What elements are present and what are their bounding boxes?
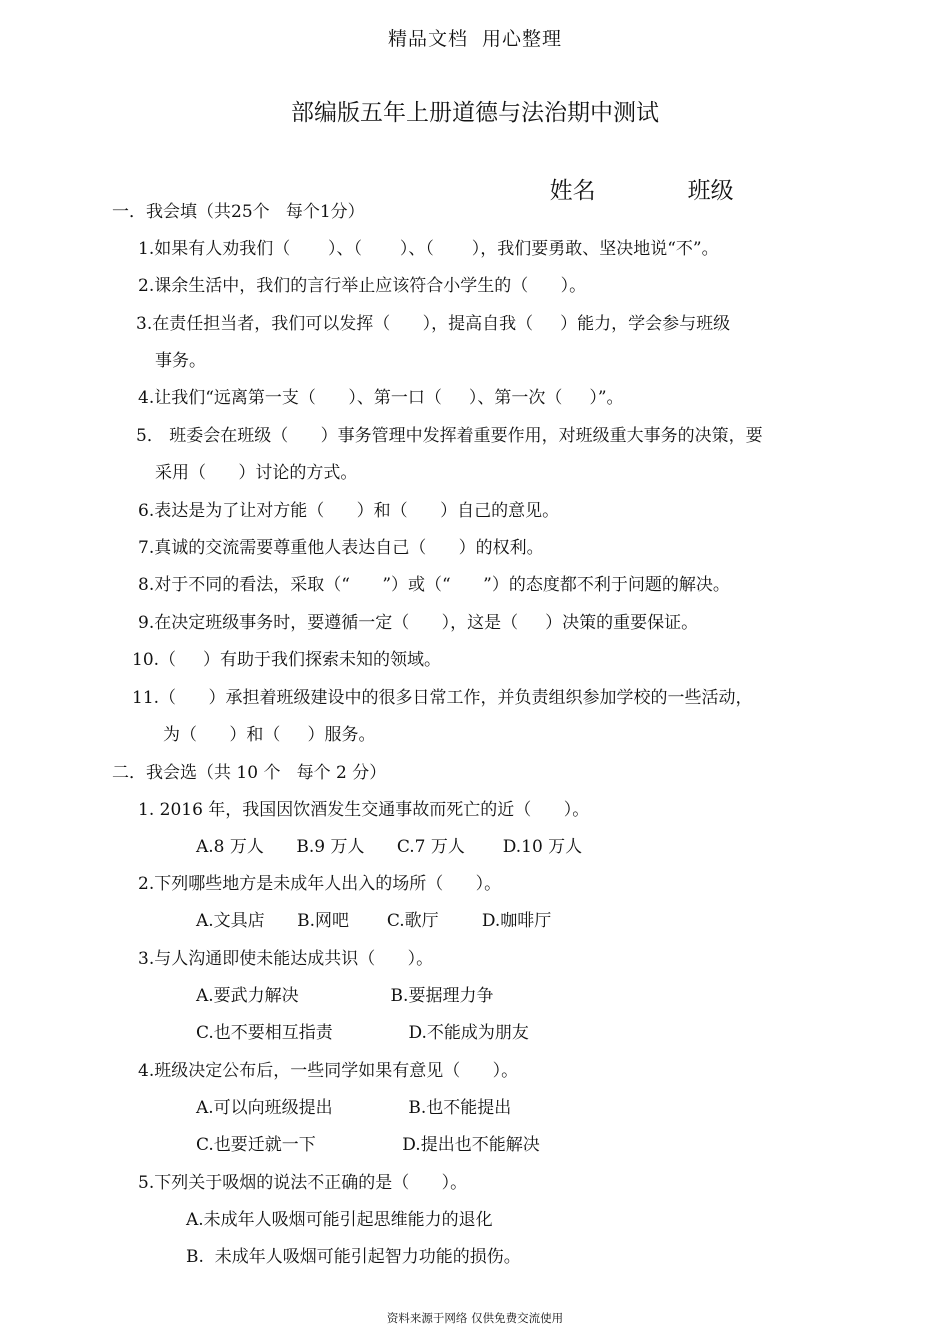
choice-question-5: 5.下列关于吸烟的说法不正确的是（ ）。 xyxy=(138,1173,468,1193)
choice-question-5-option-a: A.未成年人吸烟可能引起思维能力的退化 xyxy=(186,1210,493,1230)
choice-question-1: 1. 2016 年，我国因饮酒发生交通事故而死亡的近（ ）。 xyxy=(138,800,590,820)
fill-question-3-cont: 事务。 xyxy=(155,351,206,371)
fill-question-4: 4.让我们“远离第一支（ ）、第一口（ ）、第一次（ ）”。 xyxy=(138,388,624,408)
choice-question-5-option-b: B. 未成年人吸烟可能引起智力功能的损伤。 xyxy=(186,1247,521,1267)
choice-question-3-options-cd: C.也不要相互指责 D.不能成为朋友 xyxy=(196,1023,529,1043)
page-header: 精品文档 用心整理 xyxy=(387,28,563,50)
page-footer: 资料来源于网络 仅供免费交流使用 xyxy=(386,1311,564,1325)
choice-question-3: 3.与人沟通即使未能达成共识（ ）。 xyxy=(138,949,434,969)
fill-question-10: 10.（ ）有助于我们探索未知的领域。 xyxy=(132,650,442,670)
choice-question-2: 2.下列哪些地方是未成年人出入的场所（ ）。 xyxy=(138,874,502,894)
name-class-row xyxy=(535,146,734,205)
choice-question-2-options: A.文具店 B.网吧 C.歌厅 D.咖啡厅 xyxy=(196,911,552,931)
name-label: 姓名 xyxy=(549,178,596,204)
choice-question-1-options: A.8 万人 B.9 万人 C.7 万人 D.10 万人 xyxy=(196,837,583,857)
fill-question-9: 9.在决定班级事务时，要遵循一定（ ），这是（ ）决策的重要保证。 xyxy=(138,613,699,633)
choice-question-3-options-ab: A.要武力解决 B.要据理力争 xyxy=(196,986,494,1006)
choice-question-4-options-ab: A.可以向班级提出 B.也不能提出 xyxy=(196,1098,512,1118)
fill-question-3: 3.在责任担当者，我们可以发挥（ ），提高自我（ ）能力，学会参与班级 xyxy=(136,314,731,334)
fill-question-1: 1.如果有人劝我们（ ）、（ ）、（ ），我们要勇敢、坚决地说“不”。 xyxy=(138,239,719,259)
fill-question-5: 5． 班委会在班级（ ）事务管理中发挥着重要作用，对班级重大事务的决策，要 xyxy=(136,426,763,446)
fill-question-11-cont: 为（ ）和（ ）服务。 xyxy=(163,725,376,745)
section2-heading: 二．我会选（共 10 个 每个 2 分） xyxy=(112,763,387,783)
exam-title: 部编版五年上册道德与法治期中测试 xyxy=(291,100,659,126)
section1-heading: 一．我会填（共25个 每个1分） xyxy=(112,202,365,222)
fill-question-2: 2.课余生活中，我们的言行举止应该符合小学生的（ ）。 xyxy=(138,276,587,296)
class-label: 班级 xyxy=(687,178,734,204)
fill-question-11: 11.（ ）承担着班级建设中的很多日常工作，并负责组织参加学校的一些活动， xyxy=(132,688,753,708)
fill-question-8: 8.对于不同的看法，采取（“ ”）或（“ ”）的态度都不利于问题的解决。 xyxy=(138,575,730,595)
fill-question-5-cont: 采用（ ）讨论的方式。 xyxy=(155,463,358,483)
choice-question-4-options-cd: C.也要迁就一下 D.提出也不能解决 xyxy=(196,1135,540,1155)
fill-question-7: 7.真诚的交流需要尊重他人表达自己（ ）的权利。 xyxy=(138,538,544,558)
choice-question-4: 4.班级决定公布后，一些同学如果有意见（ ）。 xyxy=(138,1061,519,1081)
fill-question-6: 6.表达是为了让对方能（ ）和（ ）自己的意见。 xyxy=(138,501,560,521)
